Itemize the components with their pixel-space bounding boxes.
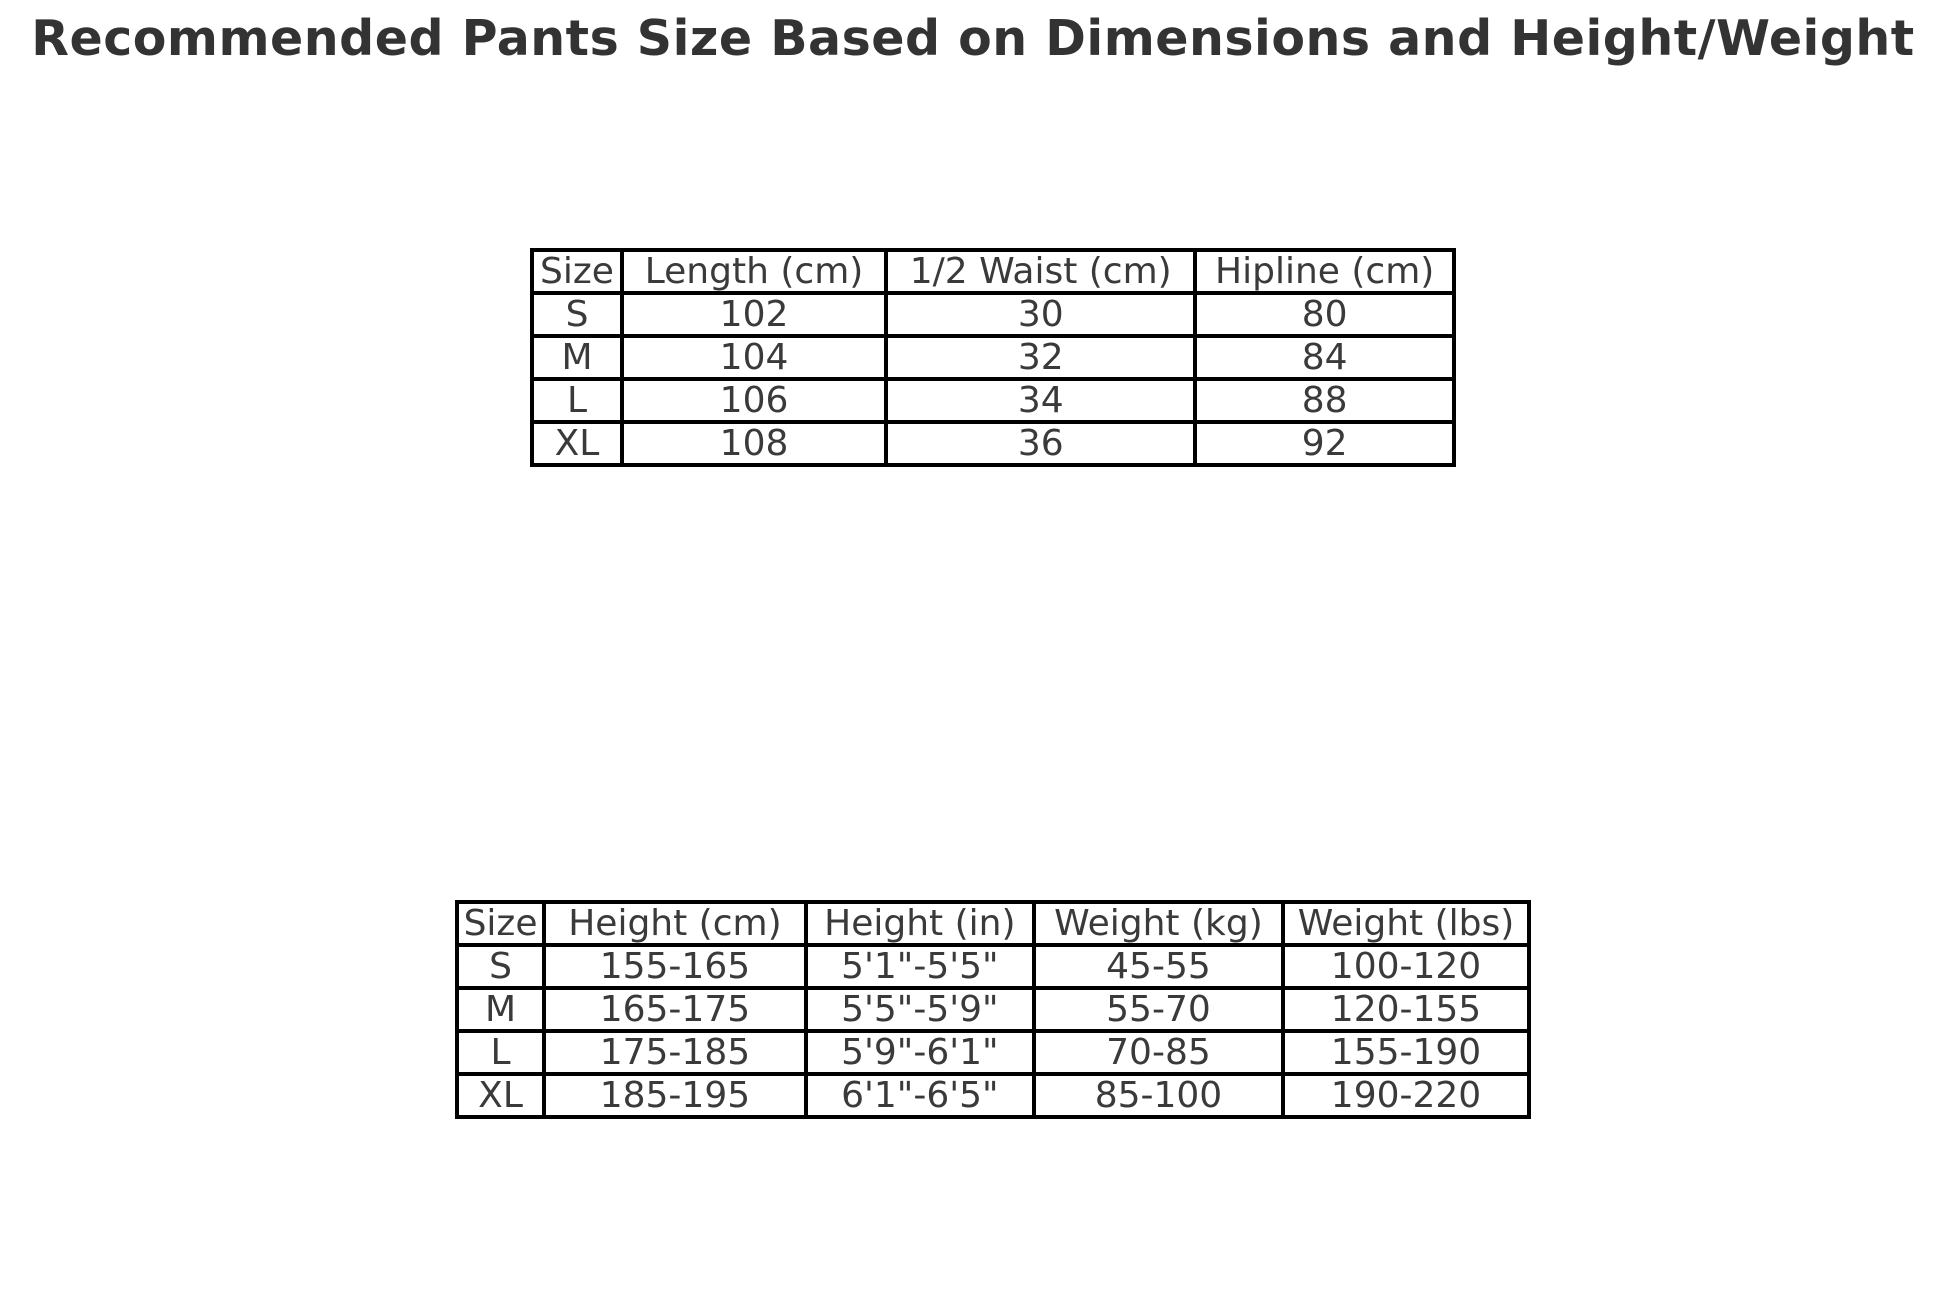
column-header: Length (cm)	[622, 250, 886, 293]
table-row	[457, 945, 1529, 988]
column-header: Size	[532, 250, 622, 293]
table-cell: L	[457, 1031, 544, 1074]
table-cell: 5'9"-6'1"	[806, 1031, 1034, 1074]
table-cell: 6'1"-6'5"	[806, 1074, 1034, 1117]
table-cell: M	[532, 336, 622, 379]
table-cell: L	[532, 379, 622, 422]
table-cell: 175-185	[544, 1031, 806, 1074]
table-cell: 190-220	[1283, 1074, 1529, 1117]
table-row	[532, 379, 1454, 422]
table-cell: 104	[622, 336, 886, 379]
table-cell: 92	[1195, 422, 1454, 465]
table-cell: 55-70	[1034, 988, 1283, 1031]
table-cell: XL	[532, 422, 622, 465]
table-cell: 185-195	[544, 1074, 806, 1117]
column-header: 1/2 Waist (cm)	[886, 250, 1195, 293]
table-cell: 100-120	[1283, 945, 1529, 988]
column-header: Weight (lbs)	[1283, 902, 1529, 945]
table-row	[457, 988, 1529, 1031]
table-cell: 84	[1195, 336, 1454, 379]
column-header: Weight (kg)	[1034, 902, 1283, 945]
table-cell: 108	[622, 422, 886, 465]
column-header: Size	[457, 902, 544, 945]
table-cell: XL	[457, 1074, 544, 1117]
table-cell: 70-85	[1034, 1031, 1283, 1074]
column-header: Hipline (cm)	[1195, 250, 1454, 293]
table-row	[457, 1031, 1529, 1074]
table-cell: 80	[1195, 293, 1454, 336]
table-cell: 155-190	[1283, 1031, 1529, 1074]
table-cell: 32	[886, 336, 1195, 379]
table-cell: 85-100	[1034, 1074, 1283, 1117]
table-cell: 30	[886, 293, 1195, 336]
table-cell: 88	[1195, 379, 1454, 422]
table-cell: 5'1"-5'5"	[806, 945, 1034, 988]
table-cell: 45-55	[1034, 945, 1283, 988]
table-row	[457, 1074, 1529, 1117]
table-cell: 120-155	[1283, 988, 1529, 1031]
table-cell: S	[457, 945, 544, 988]
table-row	[532, 293, 1454, 336]
column-header: Height (in)	[806, 902, 1034, 945]
table-row	[532, 422, 1454, 465]
table-cell: 155-165	[544, 945, 806, 988]
table-header-row	[457, 902, 1529, 945]
table-cell: 106	[622, 379, 886, 422]
table-cell: 5'5"-5'9"	[806, 988, 1034, 1031]
height-weight-table	[455, 900, 1531, 1119]
table-cell: 165-175	[544, 988, 806, 1031]
table-cell: S	[532, 293, 622, 336]
table-cell: 102	[622, 293, 886, 336]
column-header: Height (cm)	[544, 902, 806, 945]
table-row	[532, 336, 1454, 379]
pants-dimensions-table	[530, 248, 1456, 467]
table-cell: 36	[886, 422, 1195, 465]
table-cell: M	[457, 988, 544, 1031]
page-title: Recommended Pants Size Based on Dimensions and Height/Weight	[31, 10, 1915, 67]
table-header-row	[532, 250, 1454, 293]
table-cell: 34	[886, 379, 1195, 422]
